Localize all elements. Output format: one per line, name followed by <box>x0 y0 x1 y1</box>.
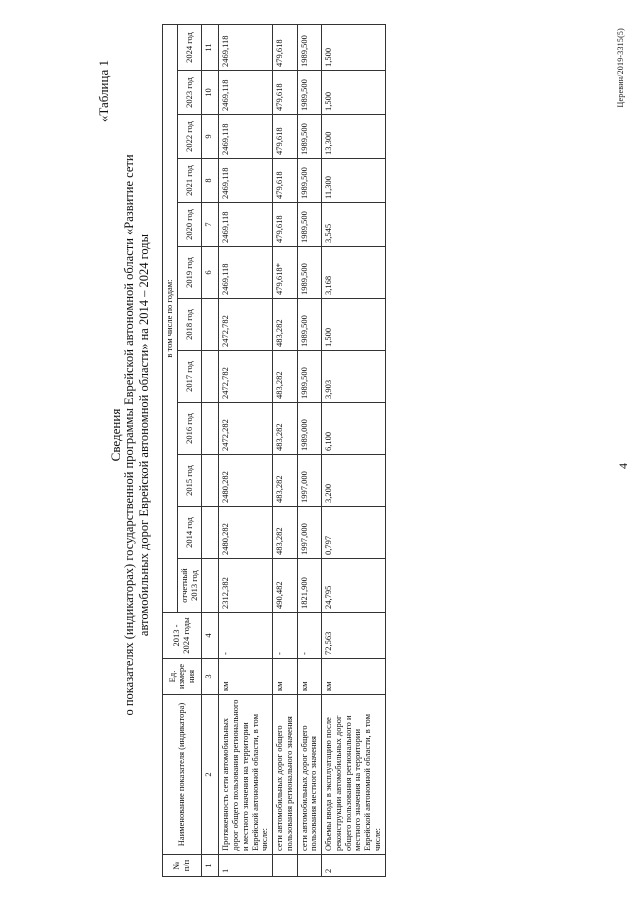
row-number-cell: 1 <box>219 855 273 877</box>
year-value-cell: 479,618 <box>273 159 298 203</box>
col-period-header: 2013 - 2024 годы <box>163 613 202 659</box>
unit-cell: км <box>273 659 298 695</box>
year-header: отчетный 2013 год <box>177 559 202 613</box>
unit-cell: км <box>297 659 322 695</box>
year-value-cell: 1,500 <box>322 299 386 351</box>
year-value-cell: 1997,000 <box>297 507 322 559</box>
year-value-cell: 11,300 <box>322 159 386 203</box>
table-row <box>273 25 298 877</box>
indicator-name-cell: Объемы ввода в эксплуатацию после реконструкции автомобильных дорог общего пользования регионального и местного значения на территории Еврейской автономной области, в том числе: <box>322 695 386 855</box>
year-value-cell: 3,903 <box>322 351 386 403</box>
year-value-cell: 2469,118 <box>219 159 273 203</box>
column-index-cell <box>202 299 219 351</box>
year-value-cell: 483,282 <box>273 403 298 455</box>
period-cell: - <box>219 613 273 659</box>
year-value-cell: 1989,500 <box>297 71 322 115</box>
year-value-cell: 483,282 <box>273 455 298 507</box>
year-value-cell: 1989,500 <box>297 159 322 203</box>
column-index-cell: 9 <box>202 115 219 159</box>
indicator-name-cell: сети автомобильных дорог общего пользования регионального значения <box>273 695 298 855</box>
year-value-cell: 483,282 <box>273 507 298 559</box>
year-value-cell: 2469,118 <box>219 203 273 247</box>
column-index-row <box>202 25 219 877</box>
table-row <box>219 25 273 877</box>
row-number-cell: 2 <box>322 855 386 877</box>
column-index-cell: 7 <box>202 203 219 247</box>
column-index-cell: 2 <box>202 695 219 855</box>
year-value-cell: 479,618 <box>273 25 298 71</box>
year-value-cell: 0,797 <box>322 507 386 559</box>
year-value-cell: 1989,500 <box>297 299 322 351</box>
row-number-cell <box>273 855 298 877</box>
year-header: 2017 год <box>177 351 202 403</box>
year-value-cell: 2469,118 <box>219 247 273 299</box>
unit-cell: км <box>219 659 273 695</box>
years-group-header: в том числе по годам: <box>163 25 178 613</box>
footer-code: Церевин/2019-3315(5) <box>616 28 625 108</box>
year-value-cell: 1989,000 <box>297 403 322 455</box>
table-label: «Таблица 1 <box>96 60 111 123</box>
column-index-cell: 3 <box>202 659 219 695</box>
year-header: 2024 год <box>177 25 202 71</box>
document-subtitle-line1: о показателях (индикаторах) государственной программы Еврейской автономной области «Развитие сети <box>122 154 136 716</box>
year-value-cell: 24,795 <box>322 559 386 613</box>
period-cell: 72,563 <box>322 613 386 659</box>
indicator-name-cell: сети автомобильных дорог общего пользования местного значения <box>297 695 322 855</box>
year-value-cell: 2469,118 <box>219 115 273 159</box>
year-header: 2019 год <box>177 247 202 299</box>
year-value-cell: 490,482 <box>273 559 298 613</box>
column-index-cell: 11 <box>202 25 219 71</box>
year-value-cell: 1821,900 <box>297 559 322 613</box>
year-value-cell: 2480,282 <box>219 507 273 559</box>
year-value-cell: 2472,282 <box>219 403 273 455</box>
year-value-cell: 479,618* <box>273 247 298 299</box>
year-value-cell: 3,545 <box>322 203 386 247</box>
table-row <box>297 25 322 877</box>
year-value-cell: 6,100 <box>322 403 386 455</box>
year-header: 2015 год <box>177 455 202 507</box>
year-value-cell: 479,618 <box>273 203 298 247</box>
year-header: 2016 год <box>177 403 202 455</box>
col-unit-header: Ед. измере ния <box>163 659 202 695</box>
year-header: 2022 год <box>177 115 202 159</box>
year-value-cell: 1989,500 <box>297 115 322 159</box>
table-row <box>322 25 386 877</box>
year-value-cell: 1,500 <box>322 71 386 115</box>
year-value-cell: 483,282 <box>273 351 298 403</box>
indicators-table <box>162 24 386 877</box>
year-header: 2021 год <box>177 159 202 203</box>
year-value-cell: 479,618 <box>273 71 298 115</box>
unit-cell: км <box>322 659 386 695</box>
column-index-cell: 1 <box>202 855 219 877</box>
column-index-cell <box>202 403 219 455</box>
period-cell: - <box>273 613 298 659</box>
year-value-cell: 2312,382 <box>219 559 273 613</box>
year-header: 2014 год <box>177 507 202 559</box>
year-value-cell: 1989,500 <box>297 247 322 299</box>
year-value-cell: 1997,000 <box>297 455 322 507</box>
column-index-cell <box>202 559 219 613</box>
year-value-cell: 2469,118 <box>219 71 273 115</box>
column-index-cell: 8 <box>202 159 219 203</box>
year-value-cell: 3,168 <box>322 247 386 299</box>
year-value-cell: 2472,782 <box>219 299 273 351</box>
year-value-cell: 1,500 <box>322 25 386 71</box>
column-index-cell: 6 <box>202 247 219 299</box>
period-cell: - <box>297 613 322 659</box>
header-row <box>163 25 178 877</box>
indicator-name-cell: Протяженность сети автомобильных дорог общего пользования регионального и местного значения на территории Еврейской автономной области, в том числе: <box>219 695 273 855</box>
page-number: 4 <box>616 463 630 469</box>
year-value-cell: 1989,500 <box>297 351 322 403</box>
row-number-cell <box>297 855 322 877</box>
year-header: 2023 год <box>177 71 202 115</box>
year-value-cell: 2480,282 <box>219 455 273 507</box>
year-value-cell: 479,618 <box>273 115 298 159</box>
column-index-cell <box>202 351 219 403</box>
year-header: 2018 год <box>177 299 202 351</box>
column-index-cell: 10 <box>202 71 219 115</box>
year-value-cell: 2469,118 <box>219 25 273 71</box>
year-value-cell: 2472,782 <box>219 351 273 403</box>
document-title: Сведения <box>108 408 123 462</box>
year-value-cell: 1989,500 <box>297 203 322 247</box>
col-name-header: Наименование показателя (индикатора) <box>163 695 202 855</box>
column-index-cell <box>202 507 219 559</box>
year-header: 2020 год <box>177 203 202 247</box>
year-value-cell: 13,300 <box>322 115 386 159</box>
year-value-cell: 1989,500 <box>297 25 322 71</box>
year-value-cell: 3,200 <box>322 455 386 507</box>
column-index-cell <box>202 455 219 507</box>
column-index-cell: 4 <box>202 613 219 659</box>
document-subtitle-line2: автомобильных дорог Еврейской автономной области» на 2014 – 2024 годы <box>137 233 151 637</box>
year-value-cell: 483,282 <box>273 299 298 351</box>
table-body <box>202 25 385 877</box>
col-num-header: № п/п <box>163 855 202 877</box>
